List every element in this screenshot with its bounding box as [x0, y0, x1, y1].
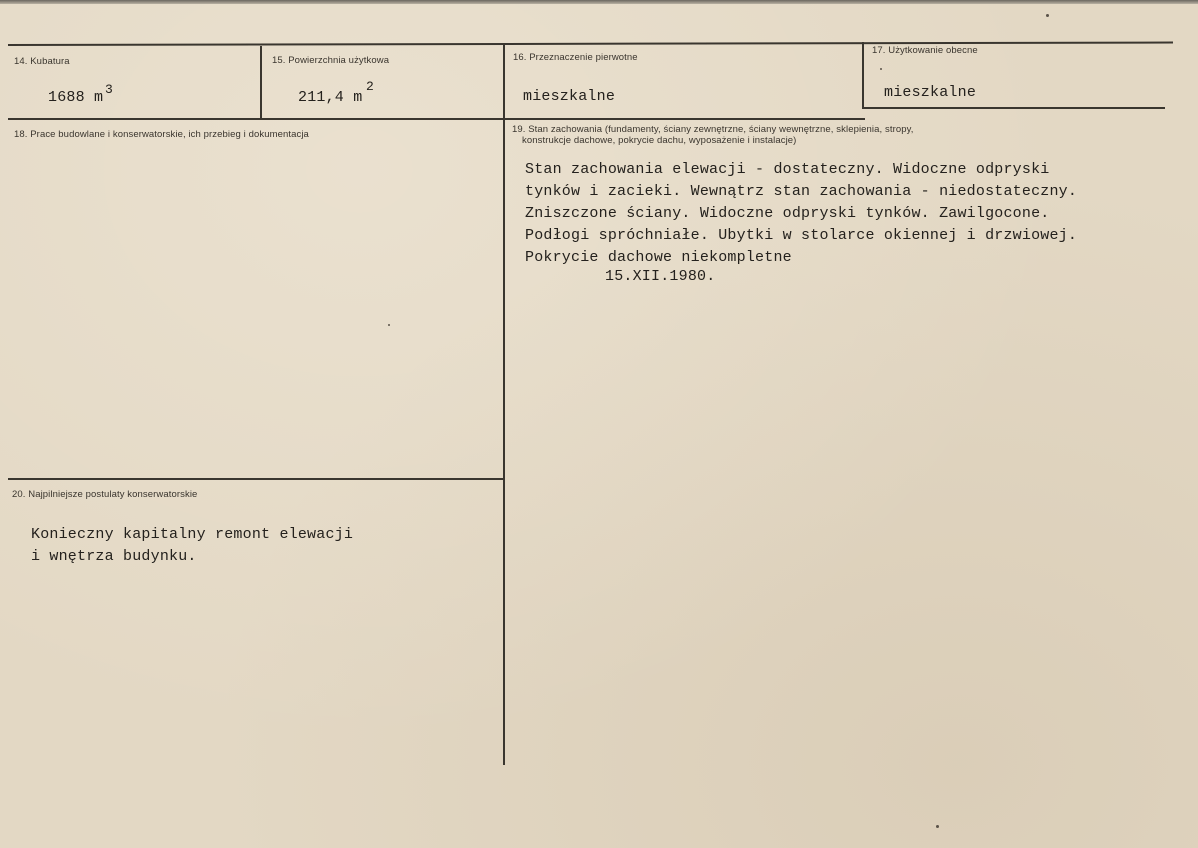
field-19-label-line-2: konstrukcje dachowe, pokrycie dachu, wyposażenie i instalacje)	[522, 135, 797, 146]
col-divider-14-15	[260, 46, 262, 119]
paper-speck	[1046, 14, 1049, 17]
field-16-value: mieszkalne	[523, 88, 616, 105]
header-row-bottom-rule-left	[8, 118, 505, 120]
top-rule	[8, 42, 1173, 46]
field-14-value: 1688 m	[48, 89, 104, 106]
field-16-label: 16. Przeznaczenie pierwotne	[513, 52, 638, 63]
field-14-label: 14. Kubatura	[14, 56, 70, 67]
field-19-label-line-1: 19. Stan zachowania (fundamenty, ściany zewnętrzne, ściany wewnętrzne, sklepienia, stropy,	[512, 124, 914, 135]
field-19-text-line: Stan zachowania elewacji - dostateczny. Widoczne odpryski	[525, 161, 1050, 178]
paper-speck	[936, 825, 939, 828]
field-15-exponent: 2	[366, 79, 374, 94]
paper-speck	[388, 324, 390, 326]
field-20-text-line: i wnętrza budynku.	[31, 548, 197, 565]
section-18-20-divider	[8, 478, 503, 480]
field-19-text-line: Zniszczone ściany. Widoczne odpryski tynków. Zawilgocone.	[525, 205, 1050, 222]
field-19-text-line: tynków i zacieki. Wewnątrz stan zachowania - niedostateczny.	[525, 183, 1078, 200]
field-20-text-line: Konieczny kapitalny remont elewacji	[31, 526, 354, 543]
field-15-value: 211,4 m	[298, 89, 363, 106]
field-19-date: 15.XII.1980.	[605, 268, 716, 285]
header-row-bottom-rule-far-right	[862, 107, 1165, 109]
header-row-bottom-rule-right	[505, 118, 865, 120]
field-20-label: 20. Najpilniejsze postulaty konserwatorskie	[12, 489, 198, 500]
field-17-value: mieszkalne	[884, 84, 977, 101]
field-17-label: 17. Użytkowanie obecne	[872, 45, 978, 56]
card-top-edge	[0, 0, 1198, 4]
field-18-label: 18. Prace budowlane i konserwatorskie, ich przebieg i dokumentacja	[14, 129, 309, 140]
field-15-label: 15. Powierzchnia użytkowa	[272, 55, 390, 66]
field-19-text-line: Pokrycie dachowe niekompletne	[525, 249, 792, 266]
paper-speck	[880, 68, 882, 70]
field-14-exponent: 3	[105, 82, 113, 97]
field-19-text-line: Podłogi spróchniałe. Ubytki w stolarce okiennej i drzwiowej.	[525, 227, 1078, 244]
col-divider-main	[503, 45, 505, 765]
col-divider-16-17	[862, 42, 864, 109]
